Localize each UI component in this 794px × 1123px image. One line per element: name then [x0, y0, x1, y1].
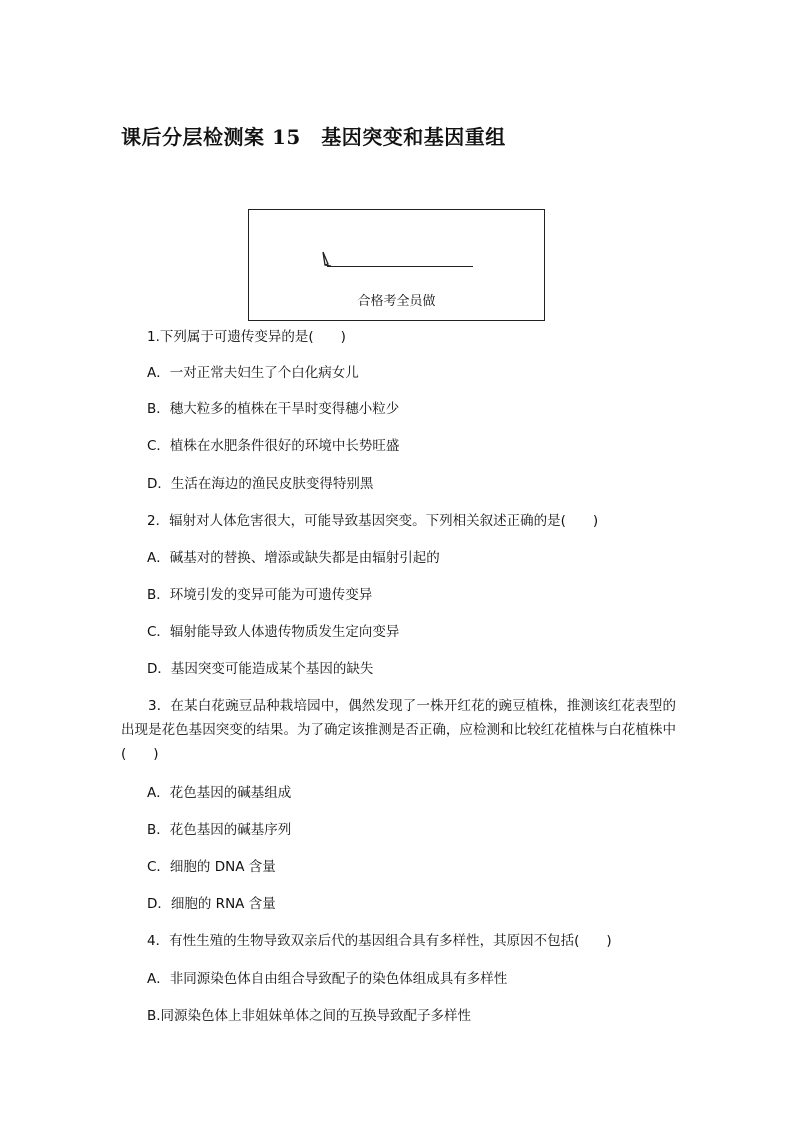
- question-2-stem: 2．辐射对人体危害很大，可能导致基因突变。下列相关叙述正确的是( ): [147, 513, 599, 529]
- question-3-option-c[interactable]: C．细胞的 DNA 含量: [147, 859, 276, 875]
- banner-label: 合格考全员做: [357, 294, 436, 309]
- question-4-option-b[interactable]: B.同源染色体上非姐妹单体之间的互换导致配子多样性: [147, 1008, 472, 1024]
- question-1-option-c[interactable]: C．植株在水肥条件很好的环境中长势旺盛: [147, 438, 400, 454]
- question-2-option-b[interactable]: B．环境引发的变异可能为可遗传变异: [147, 587, 373, 603]
- question-1-option-a[interactable]: A．一对正常夫妇生了个白化病女儿: [147, 365, 359, 381]
- question-3-option-b[interactable]: B．花色基因的碱基序列: [147, 822, 292, 838]
- question-2-option-d[interactable]: D．基因突变可能造成某个基因的缺失: [147, 661, 374, 677]
- question-4-option-a[interactable]: A．非同源染色体自由组合导致配子的染色体组成具有多样性: [147, 971, 508, 987]
- question-3-option-d[interactable]: D．细胞的 RNA 含量: [147, 896, 276, 912]
- question-2-option-c[interactable]: C．辐射能导致人体遗传物质发生定向变异: [147, 624, 400, 640]
- question-3-option-a[interactable]: A．花色基因的碱基组成: [147, 785, 292, 801]
- question-3-stem: 3．在某白花豌豆品种栽培园中，偶然发现了一株开红花的豌豆植株，推测该红花表型的出现是花色基因突变的结果。为了确定该推测是否正确，应检测和比较红花植株与白花植株中( ): [121, 698, 676, 762]
- question-1-stem: 1.下列属于可遗传变异的是( ): [147, 329, 346, 345]
- banner-rule: [327, 266, 473, 267]
- page-title: 课后分层检测案 15 基因突变和基因重组: [121, 125, 506, 149]
- question-1-option-d[interactable]: D．生活在海边的渔民皮肤变得特别黑: [147, 476, 374, 492]
- question-2-option-a[interactable]: A．碱基对的替换、增添或缺失都是由辐射引起的: [147, 550, 440, 566]
- section-banner: [248, 209, 545, 321]
- question-1-option-b[interactable]: B．穗大粒多的植株在干旱时变得穗小粒少: [147, 401, 400, 417]
- question-4-stem: 4．有性生殖的生物导致双亲后代的基因组合具有多样性，其原因不包括( ): [147, 933, 612, 949]
